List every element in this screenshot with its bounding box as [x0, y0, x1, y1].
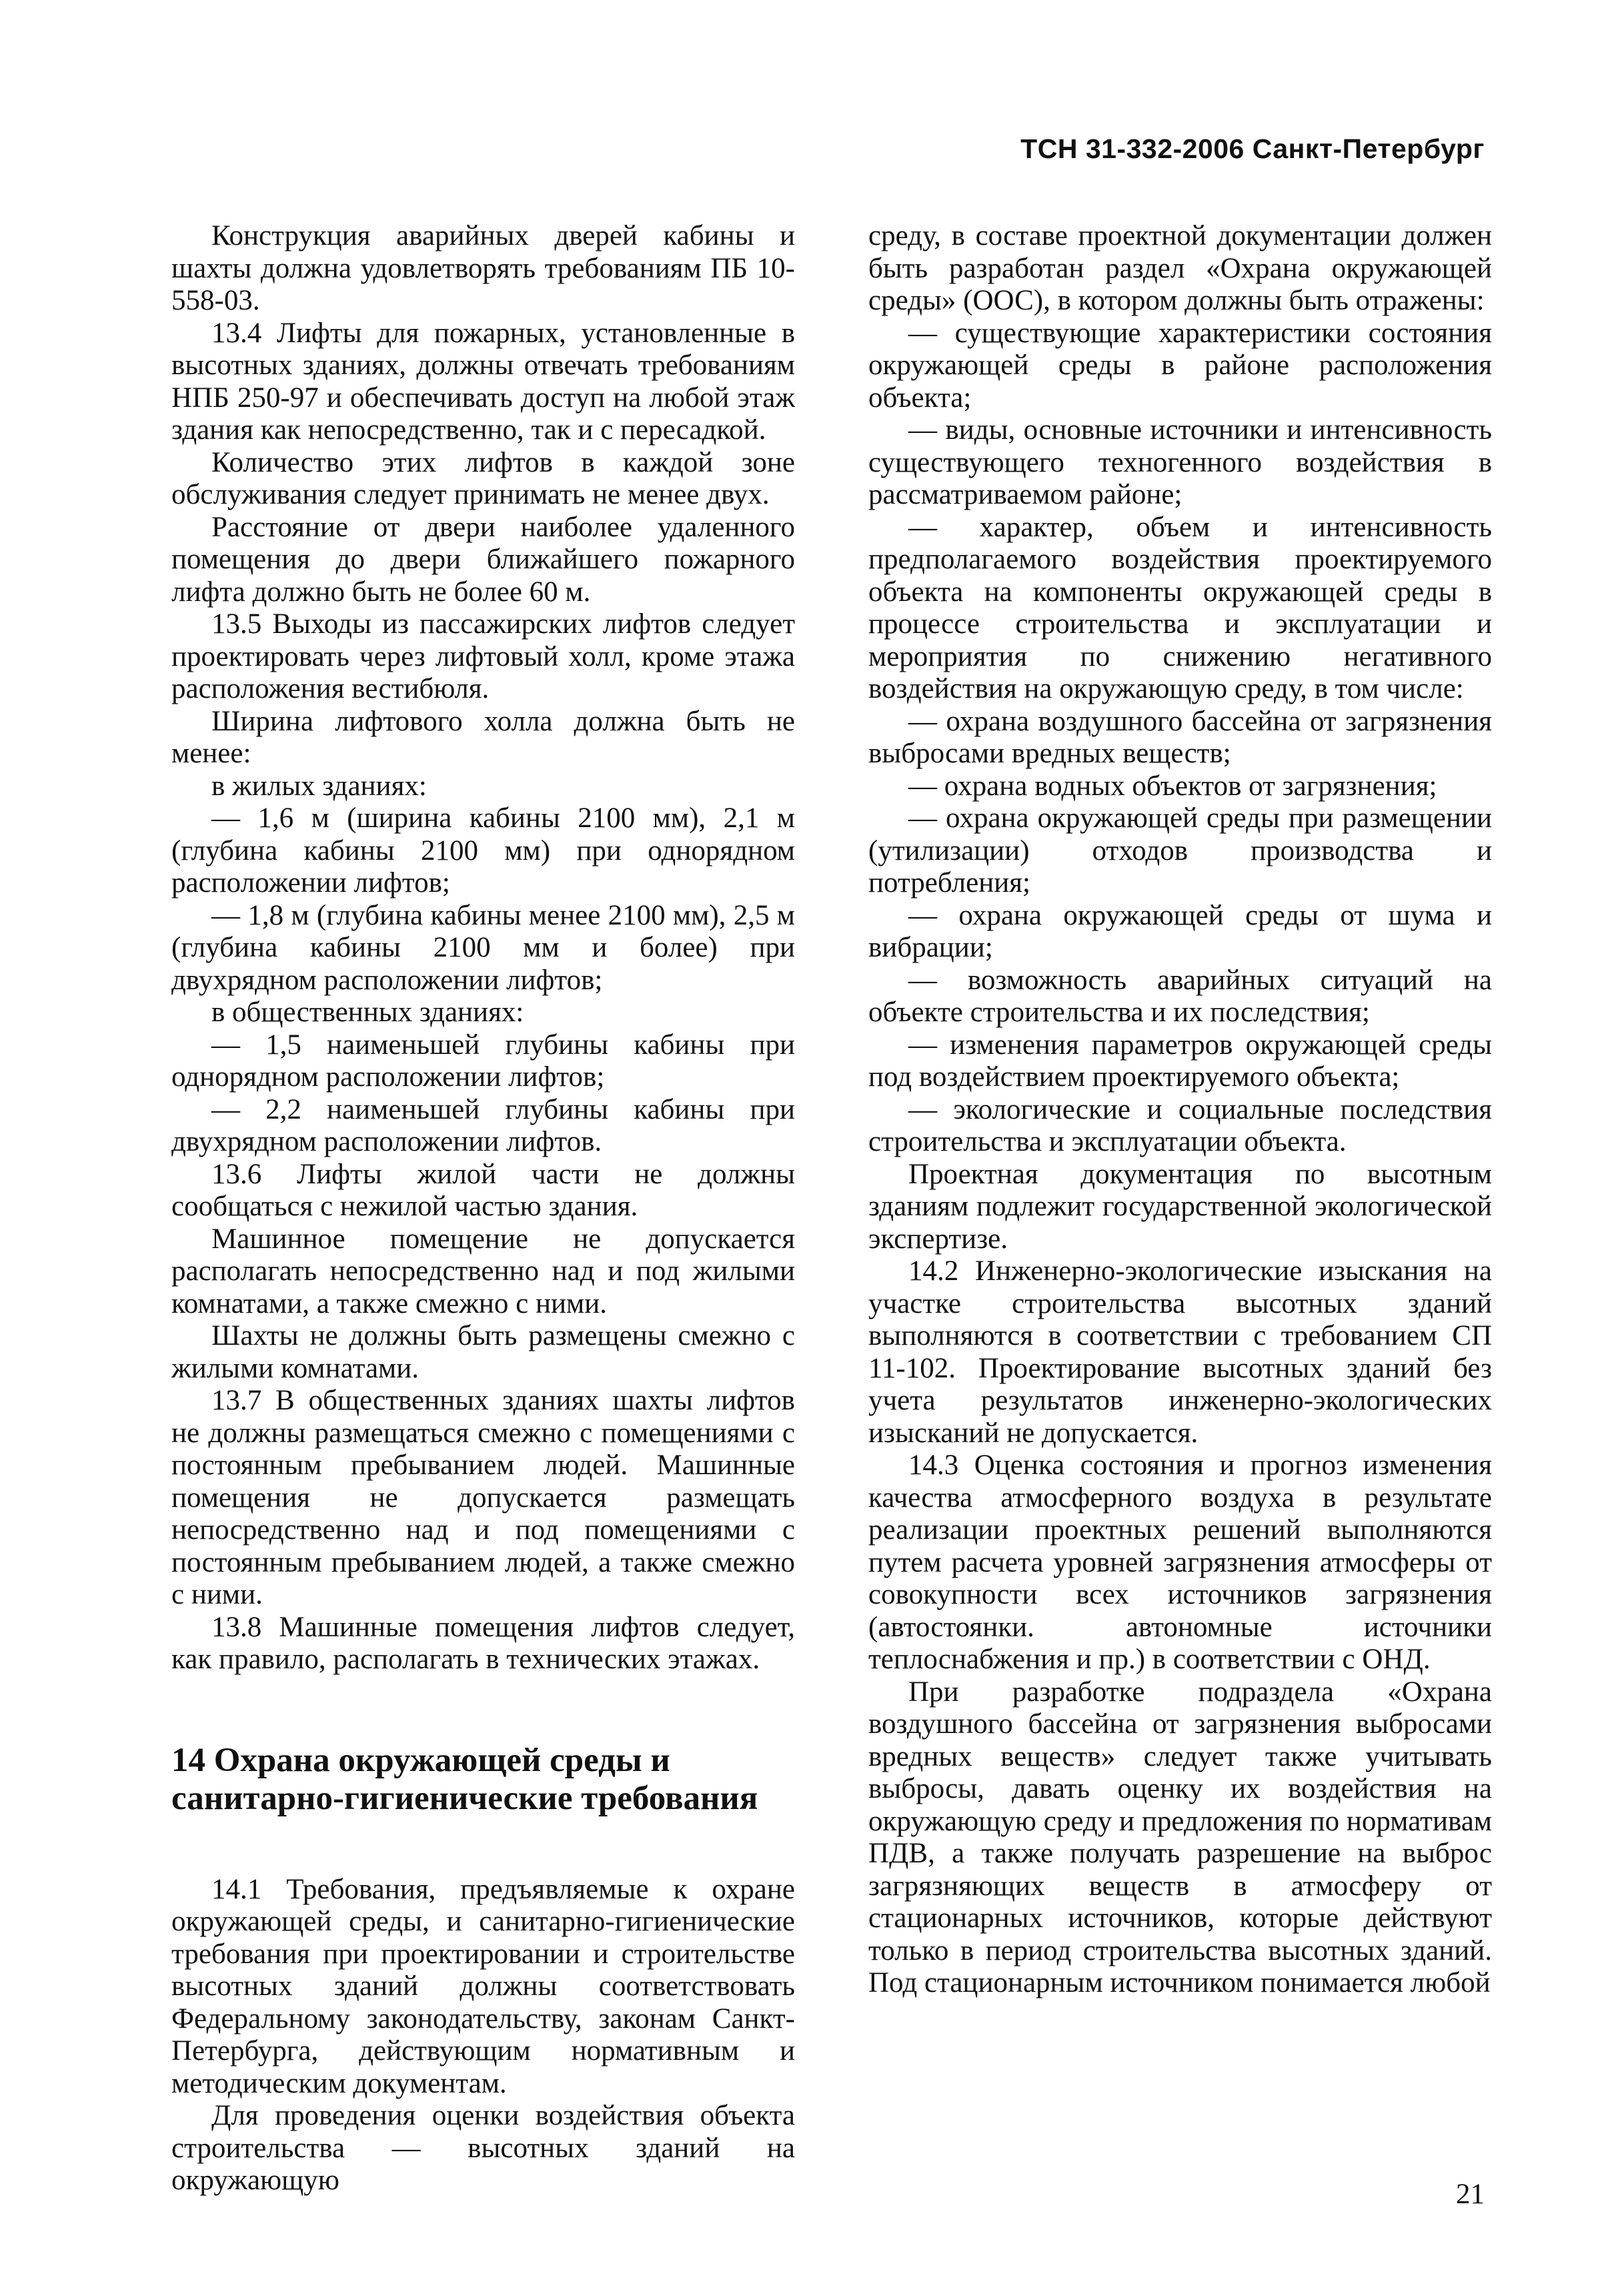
paragraph: Для проведения оценки воздействия объекта строительства — высотных зданий на окружающую — [171, 2100, 795, 2196]
paragraph: Количество этих лифтов в каждой зоне обслуживания следует принимать не менее двух. — [171, 446, 795, 510]
paragraph: — 1,5 наименьшей глубины кабины при однорядном расположении лифтов; — [171, 1029, 795, 1093]
paragraph: Ширина лифтового холла должна быть не менее: — [171, 705, 795, 769]
paragraph: — охрана окружающей среды при размещении (утилизации) отходов производства и потребления; — [868, 802, 1492, 899]
paragraph: 13.5 Выходы из пассажирских лифтов следует проектировать через лифтовый холл, кроме этажа расположения вестибюля. — [171, 608, 795, 704]
paragraph: 13.6 Лифты жилой части не должны сообщаться с нежилой частью здания. — [171, 1158, 795, 1222]
paragraph: Шахты не должны быть размещены смежно с жилыми комнатами. — [171, 1320, 795, 1384]
paragraph: — существующие характеристики состояния окружающей среды в районе расположения объекта; — [868, 317, 1492, 414]
paragraph: 13.8 Машинные помещения лифтов следует, как правило, располагать в технических этажах. — [171, 1611, 795, 1675]
paragraph: Конструкция аварийных дверей кабины и шахты должна удовлетворять требованиям ПБ 10-558-03. — [171, 220, 795, 316]
paragraph: — охрана окружающей среды от шума и вибрации; — [868, 899, 1492, 963]
paragraph: — экологические и социальные последствия строительства и эксплуатации объекта. — [868, 1093, 1492, 1157]
left-paragraphs — [171, 220, 795, 1676]
paragraph: — 1,8 м (глубина кабины менее 2100 мм), 2,5 м (глубина кабины 2100 мм и более) при двухрядном расположении лифтов; — [171, 899, 795, 996]
paragraph: Расстояние от двери наиболее удаленного помещения до двери ближайшего пожарного лифта должно быть не более 60 м. — [171, 511, 795, 608]
paragraph: 14.1 Требования, предъявляемые к охране окружающей среды, и санитарно-гигиенические требования при проектировании и строительстве высотных зданий должны соответствовать Федеральному законодательству, законам Санкт-Петербурга, действующим нормативным и методическим документам. — [171, 1873, 795, 2099]
paragraph: 14.3 Оценка состояния и прогноз изменения качества атмосферного воздуха в результате реализации проектных решений выполняются путем расчета уровней загрязнения атмосферы от совокупности всех источников загрязнения (автостоянки. автономные источники теплоснабжения и пр.) в соответствии с ОНД. — [868, 1450, 1492, 1675]
paragraph: — охрана воздушного бассейна от загрязнения выбросами вредных веществ; — [868, 705, 1492, 769]
left-paragraphs-after-title — [171, 1874, 795, 2197]
paragraph: При разработке подраздела «Охрана воздушного бассейна от загрязнения выбросами вредных веществ» следует также учитывать выбросы, давать оценку их воздействия на окружающую среду и предложения по нормативам ПДВ, а также получать разрешение на выброс загрязняющих веществ в атмосферу от стационарных источников, которые действуют только в период строительства высотных зданий. Под стационарным источником понимается любой — [868, 1676, 1492, 1998]
paragraph: — возможность аварийных ситуаций на объекте строительства и их последствия; — [868, 964, 1492, 1028]
right-paragraphs — [868, 220, 1492, 2000]
paragraph: — 2,2 наименьшей глубины кабины при двухрядном расположении лифтов. — [171, 1093, 795, 1157]
section-title: 14 Охрана окружающей среды и санитарно-гигиенические требования — [171, 1741, 758, 1817]
paragraph: в жилых зданиях: — [211, 770, 427, 802]
paragraph: 13.4 Лифты для пожарных, установленные в высотных зданиях, должны отвечать требованиям НПБ 250-97 и обеспечивать доступ на любой этаж здания как непосредственно, так и с пересадкой. — [171, 317, 795, 446]
paragraph: в общественных зданиях: — [211, 997, 524, 1028]
paragraph: — охрана водных объектов от загрязнения; — [908, 770, 1437, 802]
paragraph: Проектная документация по высотным зданиям подлежит государственной экологической экспертизе. — [868, 1158, 1492, 1255]
document-header: ТСН 31-332-2006 Санкт-Петербург — [1020, 133, 1485, 164]
paragraph: — 1,6 м (ширина кабины 2100 мм), 2,1 м (глубина кабины 2100 мм) при однорядном расположении лифтов; — [171, 802, 795, 899]
paragraph: — изменения параметров окружающей среды под воздействием проектируемого объекта; — [868, 1029, 1492, 1093]
paragraph: среду, в составе проектной документации должен быть разработан раздел «Охрана окружающей среды» (ООС), в котором должны быть отражены: — [868, 220, 1492, 316]
page-number: 21 — [1456, 2179, 1485, 2210]
paragraph: Машинное помещение не допускается располагать непосредственно над и под жилыми комнатами, а также смежно с ними. — [171, 1223, 795, 1319]
left-column — [171, 220, 795, 2197]
right-column — [868, 220, 1492, 2000]
paragraph: — виды, основные источники и интенсивность существующего техногенного воздействия в рассматриваемом районе; — [868, 414, 1492, 510]
paragraph: — характер, объем и интенсивность предполагаемого воздействия проектируемого объекта на компоненты окружающей среды в процессе строительства и эксплуатации и мероприятия по снижению негативного воздействия на окружающую среду, в том числе: — [868, 511, 1492, 704]
paragraph: 13.7 В общественных зданиях шахты лифтов не должны размещаться смежно с помещениями с постоянным пребыванием людей. Машинные помещения не допускается размещать непосредственно над и под помещениями с постоянным пребыванием людей, а также смежно с ними. — [171, 1385, 795, 1610]
paragraph: 14.2 Инженерно-экологические изыскания на участке строительства высотных зданий выполняются в соответствии с требованием СП 11-102. Проектирование высотных зданий без учета результатов инженерно-экологических изысканий не допускается. — [868, 1255, 1492, 1449]
